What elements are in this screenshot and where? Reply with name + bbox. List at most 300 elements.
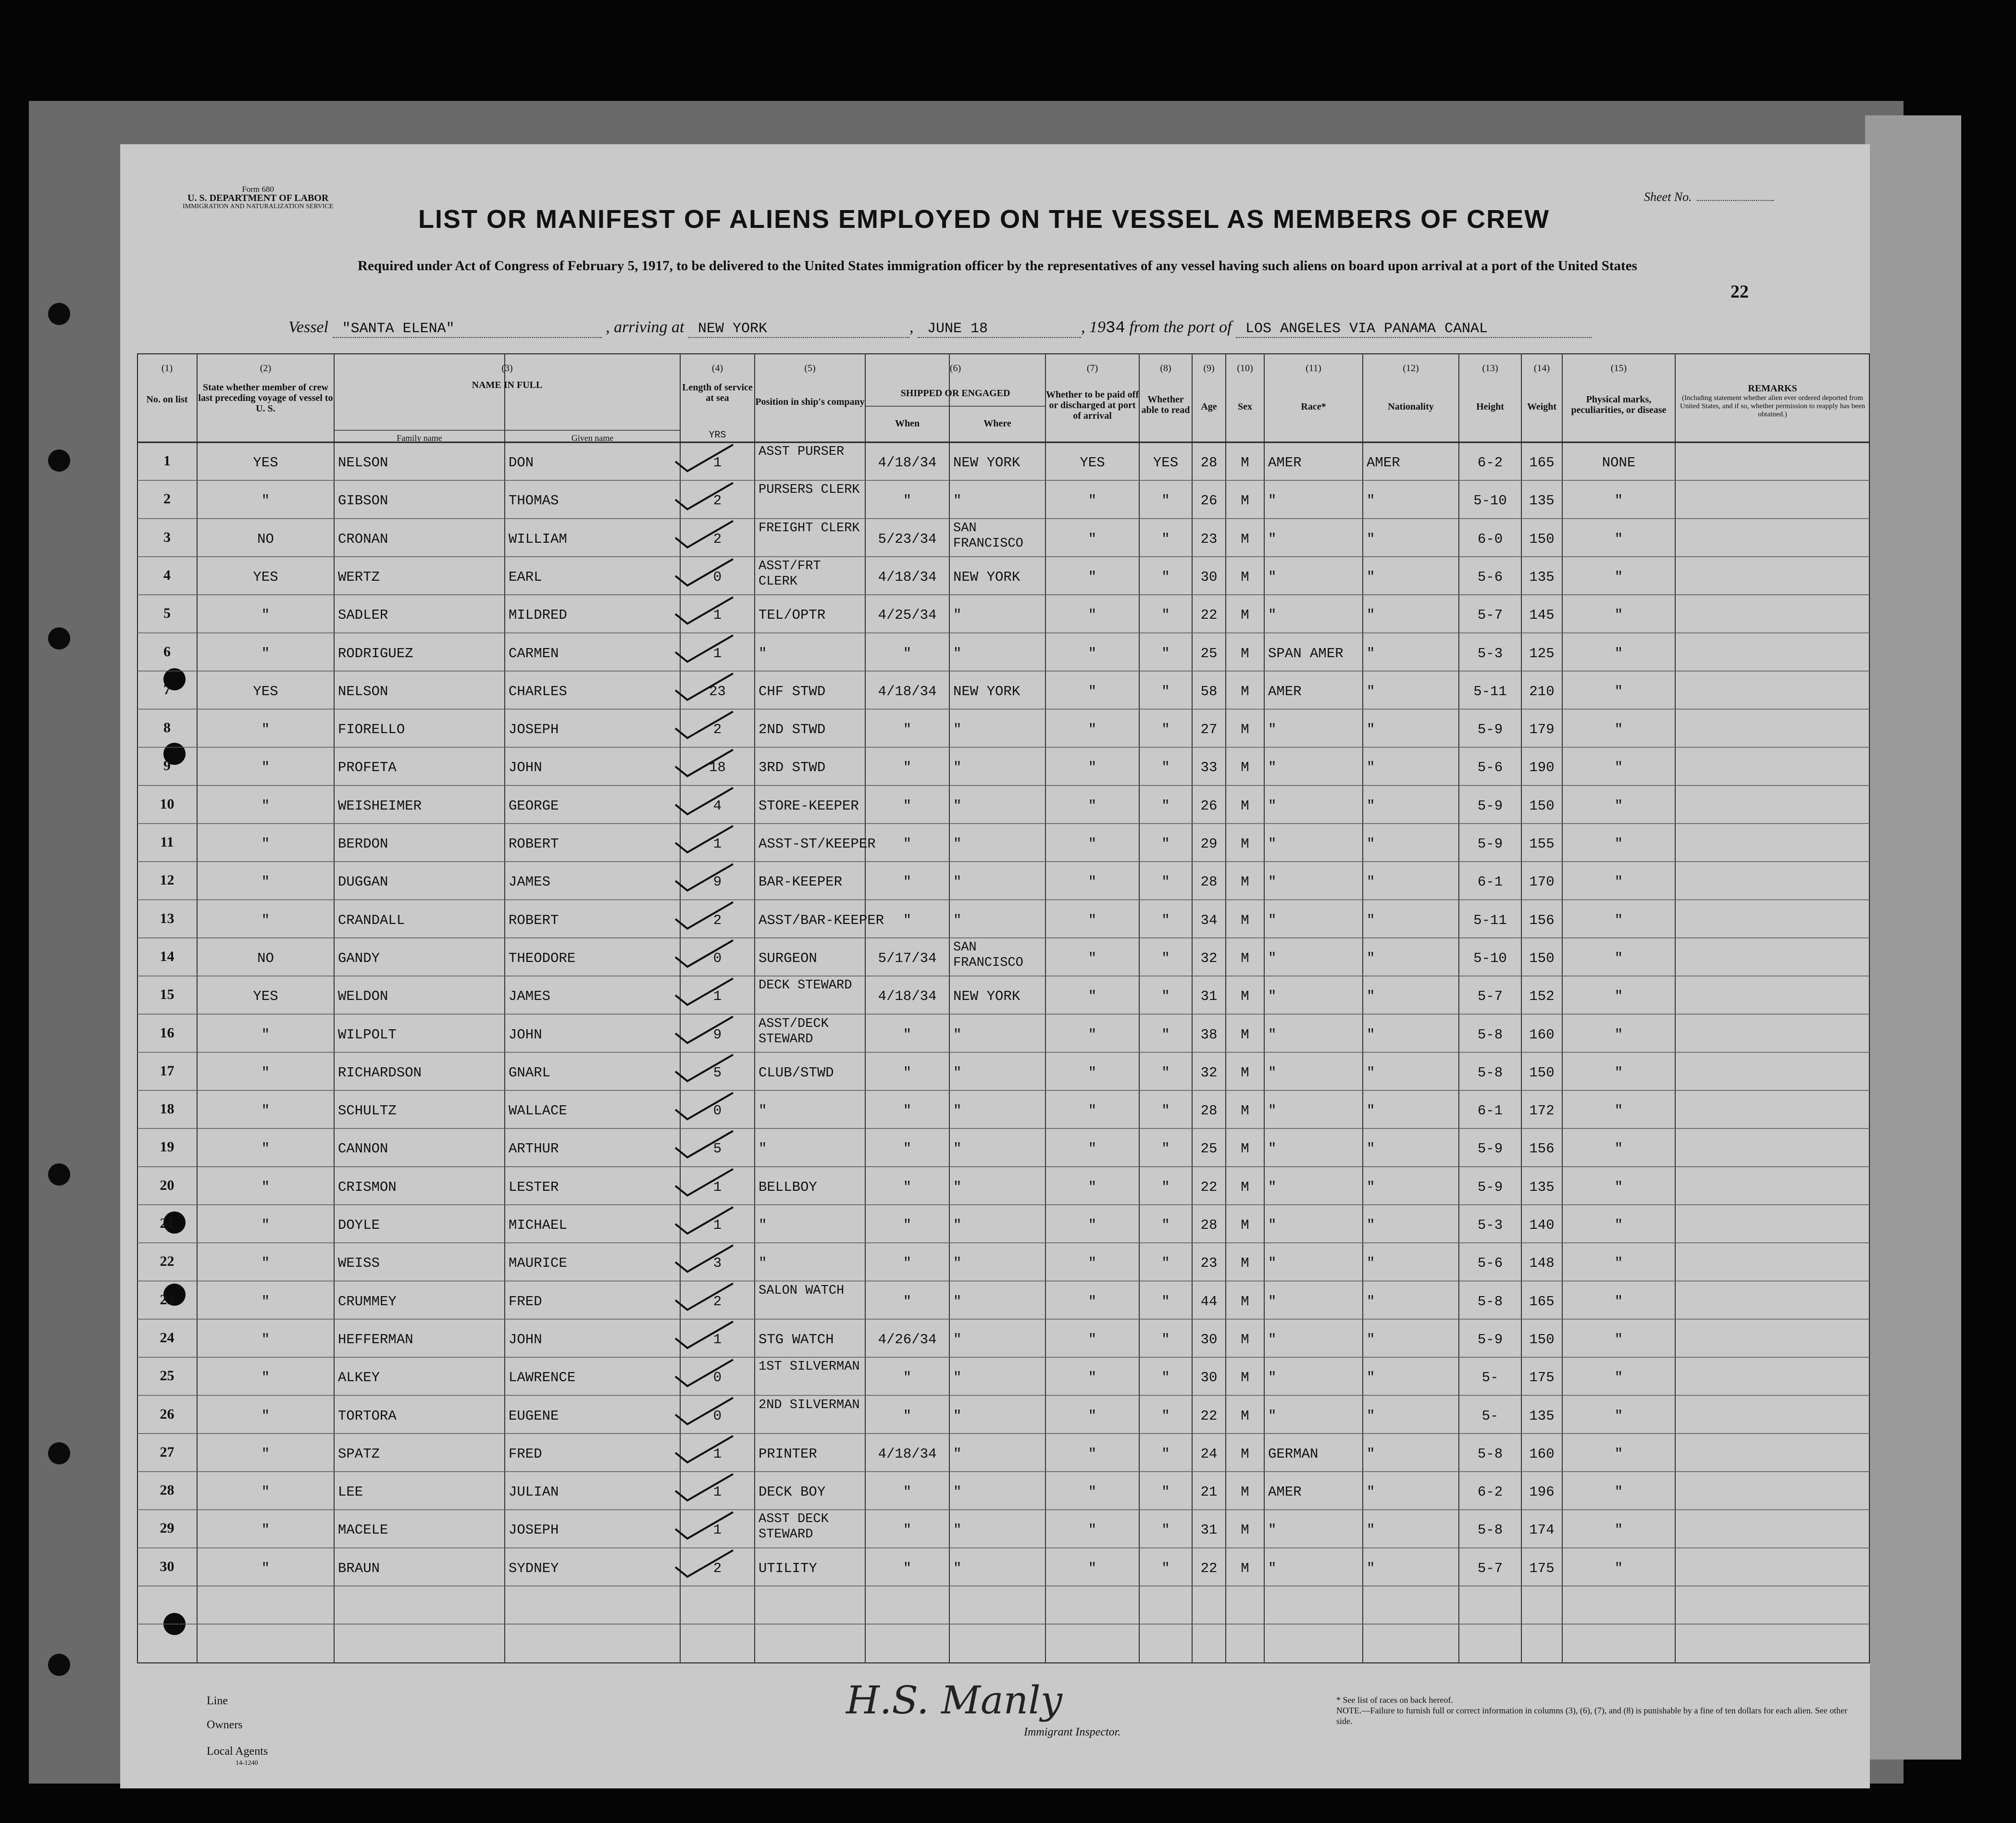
cell-weight: 174 [1529,1522,1555,1538]
cell-height: 5-6 [1477,760,1503,776]
cell-position: DECK BOY [759,1484,826,1500]
cell-race: " [1268,607,1277,624]
cell-race: " [1268,760,1277,776]
cell-prev: " [261,1522,270,1538]
cell-paid: " [1088,1484,1097,1500]
cell-race: " [1268,950,1277,966]
cell-service: 1 [713,1446,722,1462]
cell-sex: M [1241,1255,1249,1272]
cell-weight: 135 [1529,1179,1555,1195]
cell-age: 22 [1200,1408,1218,1424]
cell-prev: " [261,1484,270,1500]
cell-where: " [953,1179,962,1195]
cell-when: " [903,798,912,814]
cell-paid: " [1088,1408,1097,1424]
cell-nat: " [1367,950,1375,966]
cell-prev: " [261,1141,270,1157]
cell-service: 1 [713,1179,722,1195]
cell-position: STG WATCH [759,1331,834,1348]
header-colnum: (4) [711,363,723,374]
cell-race: " [1268,988,1277,1005]
cell-sex: M [1241,760,1249,776]
cell-position: 2ND STWD [759,722,826,738]
cell-age: 31 [1200,988,1218,1005]
cell-sex: M [1241,1064,1249,1081]
cell-weight: 172 [1529,1103,1555,1119]
cell-given: JOSEPH [509,1522,559,1538]
cell-read: " [1161,1560,1170,1576]
header-name-in-full: NAME IN FULL [472,380,543,390]
cell-age: 34 [1200,912,1218,928]
cell-when: " [903,836,912,852]
cell-marks: " [1614,760,1623,776]
cell-family: WEISHEIMER [338,798,422,814]
cell-where: " [953,1141,962,1157]
cell-marks: " [1614,1370,1623,1386]
cell-read: " [1161,722,1170,738]
cell-when: " [903,1293,912,1310]
cell-service: 5 [713,1064,722,1081]
cell-read: " [1161,1255,1170,1272]
cell-weight: 150 [1529,798,1555,814]
cell-prev: " [261,1217,270,1233]
cell-family: LEE [338,1484,363,1500]
cell-service: 2 [713,493,722,509]
cell-prev: " [261,836,270,852]
header-colnum: (1) [161,363,173,374]
cell-family: SADLER [338,607,388,624]
cell-where: " [953,760,962,776]
cell-nat: AMER [1367,455,1400,471]
vessel-label: Vessel [288,318,329,336]
cell-race: " [1268,1064,1277,1081]
header-colnum: (2) [260,363,272,374]
cell-weight: 175 [1529,1560,1555,1576]
cell-given: GNARL [509,1064,551,1081]
cell-weight: 125 [1529,645,1555,662]
cell-age: 31 [1200,1522,1218,1538]
cell-marks: " [1614,1255,1623,1272]
cell-where: " [953,645,962,662]
header-no-on-list: No. on list [146,394,188,405]
cell-family: BERDON [338,836,388,852]
cell-height: 5-7 [1477,988,1503,1005]
cell-where: " [953,1293,962,1310]
header-race: Race* [1301,401,1326,412]
cell-when: 5/17/34 [878,950,937,966]
cell-paid: " [1088,569,1097,585]
row-number: 30 [160,1558,174,1574]
cell-prev: " [261,722,270,738]
cell-service: 18 [709,760,726,776]
cell-height: 5-11 [1473,912,1507,928]
row-number: 19 [160,1139,174,1155]
row-number: 9 [163,758,171,774]
cell-read: " [1161,1026,1170,1043]
cell-marks: " [1614,722,1623,738]
cell-prev: " [261,1179,270,1195]
cell-given: CHARLES [509,683,567,699]
cell-race: " [1268,569,1277,585]
row-number: 2 [163,491,171,507]
cell-sex: M [1241,455,1249,471]
cell-marks: " [1614,912,1623,928]
cell-family: SPATZ [338,1446,380,1462]
line-label: Line [207,1695,228,1707]
cell-read: " [1161,683,1170,699]
cell-where: " [953,1446,962,1462]
cell-given: MICHAEL [509,1217,567,1233]
cell-height: 5-10 [1473,950,1507,966]
header-physical-marks: Physical marks, peculiarities, or disease [1571,394,1667,415]
cell-given: ROBERT [509,912,559,928]
cell-nat: " [1367,1560,1375,1576]
cell-sex: M [1241,1331,1249,1348]
cell-height: 5-7 [1477,607,1503,624]
cell-paid: " [1088,1370,1097,1386]
cell-prev: " [261,1026,270,1043]
inspector-label: Immigrant Inspector. [1024,1726,1121,1738]
cell-paid: " [1088,645,1097,662]
cell-height: 5-6 [1477,569,1503,585]
cell-nat: " [1367,1370,1375,1386]
cell-nat: " [1367,1103,1375,1119]
cell-where: NEW YORK [953,455,1020,471]
cell-given: JOSEPH [509,722,559,738]
header-family-name: Family name [397,433,442,443]
cell-position: ASST/BAR-KEEPER [759,912,884,928]
cell-race: GERMAN [1268,1446,1319,1462]
cell-age: 25 [1200,1141,1218,1157]
cell-read: " [1161,1408,1170,1424]
cell-prev: NO [257,531,274,547]
cell-service: 0 [713,1370,722,1386]
cell-where: " [953,874,962,890]
cell-sex: M [1241,1179,1249,1195]
races-note: * See list of races on back hereof. [1336,1695,1453,1705]
cell-given: JULIAN [509,1484,559,1500]
cell-service: 1 [713,645,722,662]
cell-height: 5-3 [1477,1217,1503,1233]
cell-age: 26 [1200,798,1218,814]
cell-service: 0 [713,1408,722,1424]
cell-age: 27 [1200,722,1218,738]
cell-where: " [953,836,962,852]
cell-nat: " [1367,988,1375,1005]
cell-family: DUGGAN [338,874,388,890]
cell-height: 5-9 [1477,836,1503,852]
cell-when: " [903,760,912,776]
header-able-read: Whether able to read [1141,394,1190,415]
requirement-text: Required under Act of Congress of February 5, 1917, to be delivered to the United States immigration officer by the representatives of any vessel having such aliens on board upon arrival at a port of the United States [358,258,1637,274]
cell-when: 4/18/34 [878,683,937,699]
row-number: 22 [160,1253,174,1270]
cell-nat: " [1367,912,1375,928]
cell-marks: " [1614,493,1623,509]
header-position: Position in ship's company [755,397,865,407]
header-colnum: (3) [501,363,513,374]
cell-position: " [759,645,767,662]
cell-paid: " [1088,683,1097,699]
cell-read: " [1161,1484,1170,1500]
cell-height: 5-9 [1477,798,1503,814]
cell-where: " [953,1331,962,1348]
cell-given: EUGENE [509,1408,559,1424]
cell-weight: 165 [1529,1293,1555,1310]
cell-prev: " [261,1103,270,1119]
cell-marks: " [1614,988,1623,1005]
cell-marks: " [1614,1560,1623,1576]
cell-height: 5-7 [1477,1560,1503,1576]
cell-sex: M [1241,607,1249,624]
cell-family: CRANDALL [338,912,405,928]
header-height: Height [1476,401,1504,412]
cell-paid: " [1088,798,1097,814]
cell-read: " [1161,569,1170,585]
cell-prev: YES [253,988,278,1005]
cell-service: 1 [713,836,722,852]
cell-read: " [1161,1217,1170,1233]
cell-sex: M [1241,1026,1249,1043]
header-remarks: REMARKS [1748,383,1797,394]
header-colnum: (7) [1086,363,1098,374]
cell-where: " [953,1103,962,1119]
local-agents-label: Local Agents [207,1745,268,1758]
cell-given: THEODORE [509,950,576,966]
header-weight: Weight [1527,401,1557,412]
arriving-label: , arriving at [606,318,684,336]
row-number: 1 [163,453,171,469]
cell-paid: " [1088,1331,1097,1348]
cell-given: JAMES [509,988,551,1005]
cell-position: PURSERS CLERK [759,483,860,498]
cell-sex: M [1241,1141,1249,1157]
cell-given: FRED [509,1446,542,1462]
cell-read: YES [1153,455,1179,471]
arrival-date: JUNE 18 [918,321,1081,338]
cell-service: 2 [713,531,722,547]
header-colnum: (8) [1160,363,1171,374]
cell-nat: " [1367,1293,1375,1310]
cell-race: " [1268,722,1277,738]
cell-marks: NONE [1602,455,1636,471]
cell-family: CRUMMEY [338,1293,397,1310]
cell-given: THOMAS [509,493,559,509]
cell-given: MAURICE [509,1255,567,1272]
cell-nat: " [1367,1179,1375,1195]
cell-when: " [903,1179,912,1195]
cell-where: " [953,1026,962,1043]
header-where: Where [983,418,1011,429]
cell-where: NEW YORK [953,569,1020,585]
cell-where: " [953,1408,962,1424]
cell-age: 23 [1200,1255,1218,1272]
vessel-name: "SANTA ELENA" [333,321,602,338]
cell-position: ASST PURSER [759,445,845,459]
cell-service: 2 [713,722,722,738]
cell-marks: " [1614,1446,1623,1462]
cell-when: 5/23/34 [878,531,937,547]
cell-prev: " [261,874,270,890]
cell-nat: " [1367,874,1375,890]
cell-weight: 155 [1529,836,1555,852]
cell-marks: " [1614,1484,1623,1500]
cell-weight: 156 [1529,1141,1555,1157]
cell-position: " [759,1141,767,1157]
cell-service: 1 [713,455,722,471]
cell-when: 4/18/34 [878,988,937,1005]
cell-weight: 148 [1529,1255,1555,1272]
cell-sex: M [1241,988,1249,1005]
cell-family: PROFETA [338,760,397,776]
row-number: 14 [160,948,174,964]
cell-where: " [953,493,962,509]
cell-where: SAN FRANCISCO [953,940,1023,970]
cell-height: 5-8 [1477,1026,1503,1043]
cell-read: " [1161,836,1170,852]
cell-prev: YES [253,569,278,585]
cell-paid: " [1088,1255,1097,1272]
cell-read: " [1161,1141,1170,1157]
manifest-table [137,353,1870,1663]
cell-service: 1 [713,1484,722,1500]
cell-read: " [1161,607,1170,624]
cell-where: " [953,1217,962,1233]
cell-sex: M [1241,1103,1249,1119]
row-number: 15 [160,986,174,1003]
cell-service: 4 [713,798,722,814]
header-colnum: (12) [1403,363,1419,374]
cell-weight: 145 [1529,607,1555,624]
cell-race: " [1268,1560,1277,1576]
owners-label: Owners [207,1719,243,1731]
cell-position: STORE-KEEPER [759,798,859,814]
cell-service: 9 [713,874,722,890]
cell-nat: " [1367,683,1375,699]
cell-family: TORTORA [338,1408,397,1424]
cell-family: BRAUN [338,1560,380,1576]
cell-age: 22 [1200,1179,1218,1195]
cell-weight: 135 [1529,569,1555,585]
service: IMMIGRATION AND NATURALIZATION SERVICE [183,203,334,210]
form-number: Form 680 [242,185,274,194]
cell-given: MILDRED [509,607,567,624]
cell-given: WALLACE [509,1103,567,1119]
cell-family: RODRIGUEZ [338,645,413,662]
cell-paid: " [1088,531,1097,547]
cell-where: " [953,1522,962,1538]
cell-marks: " [1614,531,1623,547]
cell-when: " [903,1408,912,1424]
row-number: 16 [160,1024,174,1041]
cell-marks: " [1614,1331,1623,1348]
cell-position: " [759,1217,767,1233]
row-number: 12 [160,872,174,888]
cell-prev: " [261,1293,270,1310]
cell-service: 5 [713,1141,722,1157]
cell-age: 30 [1200,1331,1218,1348]
cell-family: ALKEY [338,1370,380,1386]
cell-paid: " [1088,1064,1097,1081]
cell-height: 6-1 [1477,1103,1503,1119]
cell-when: " [903,1522,912,1538]
cell-nat: " [1367,1255,1375,1272]
cell-nat: " [1367,1026,1375,1043]
cell-height: 5-10 [1473,493,1507,509]
cell-read: " [1161,912,1170,928]
cell-prev: " [261,493,270,509]
cell-age: 22 [1200,1560,1218,1576]
row-number: 28 [160,1482,174,1498]
cell-age: 24 [1200,1446,1218,1462]
cell-height: 5-11 [1473,683,1507,699]
cell-given: EARL [509,569,542,585]
header-when: When [895,418,920,429]
cell-service: 2 [713,1560,722,1576]
cell-sex: M [1241,493,1249,509]
cell-family: FIORELLO [338,722,405,738]
cell-age: 28 [1200,1103,1218,1119]
from-port: LOS ANGELES VIA PANAMA CANAL [1236,321,1592,338]
cell-paid: " [1088,1560,1097,1576]
cell-paid: " [1088,1293,1097,1310]
cell-marks: " [1614,1179,1623,1195]
cell-height: 6-2 [1477,455,1503,471]
cell-age: 26 [1200,493,1218,509]
cell-race: AMER [1268,683,1302,699]
sheet-label: Sheet No. [1644,190,1692,204]
cell-age: 44 [1200,1293,1218,1310]
cell-where: " [953,607,962,624]
cell-read: " [1161,1293,1170,1310]
cell-weight: 175 [1529,1370,1555,1386]
cell-prev: " [261,798,270,814]
cell-weight: 160 [1529,1446,1555,1462]
cell-position: DECK STEWARD [759,978,852,993]
cell-nat: " [1367,798,1375,814]
cell-weight: 150 [1529,531,1555,547]
cell-nat: " [1367,1484,1375,1500]
cell-nat: " [1367,493,1375,509]
cell-nat: " [1367,1141,1375,1157]
cell-sex: M [1241,1446,1249,1462]
cell-family: CRISMON [338,1179,397,1195]
cell-weight: 135 [1529,493,1555,509]
cell-age: 30 [1200,1370,1218,1386]
cell-weight: 150 [1529,1331,1555,1348]
year: 34 [1106,319,1125,337]
cell-weight: 150 [1529,950,1555,966]
cell-race: " [1268,1217,1277,1233]
cell-race: " [1268,836,1277,852]
cell-read: " [1161,1522,1170,1538]
cell-position: SALON WATCH [759,1283,845,1298]
cell-age: 32 [1200,1064,1218,1081]
row-number: 26 [160,1406,174,1422]
header-colnum: (10) [1237,363,1253,374]
cell-paid: " [1088,1522,1097,1538]
footnote [1336,1695,1865,1726]
cell-paid: " [1088,874,1097,890]
cell-marks: " [1614,798,1623,814]
cell-height: 5-8 [1477,1293,1503,1310]
cell-family: CRONAN [338,531,388,547]
cell-service: 2 [713,1293,722,1310]
cell-read: " [1161,1179,1170,1195]
cell-marks: " [1614,874,1623,890]
cell-sex: M [1241,912,1249,928]
cell-given: CARMEN [509,645,559,662]
